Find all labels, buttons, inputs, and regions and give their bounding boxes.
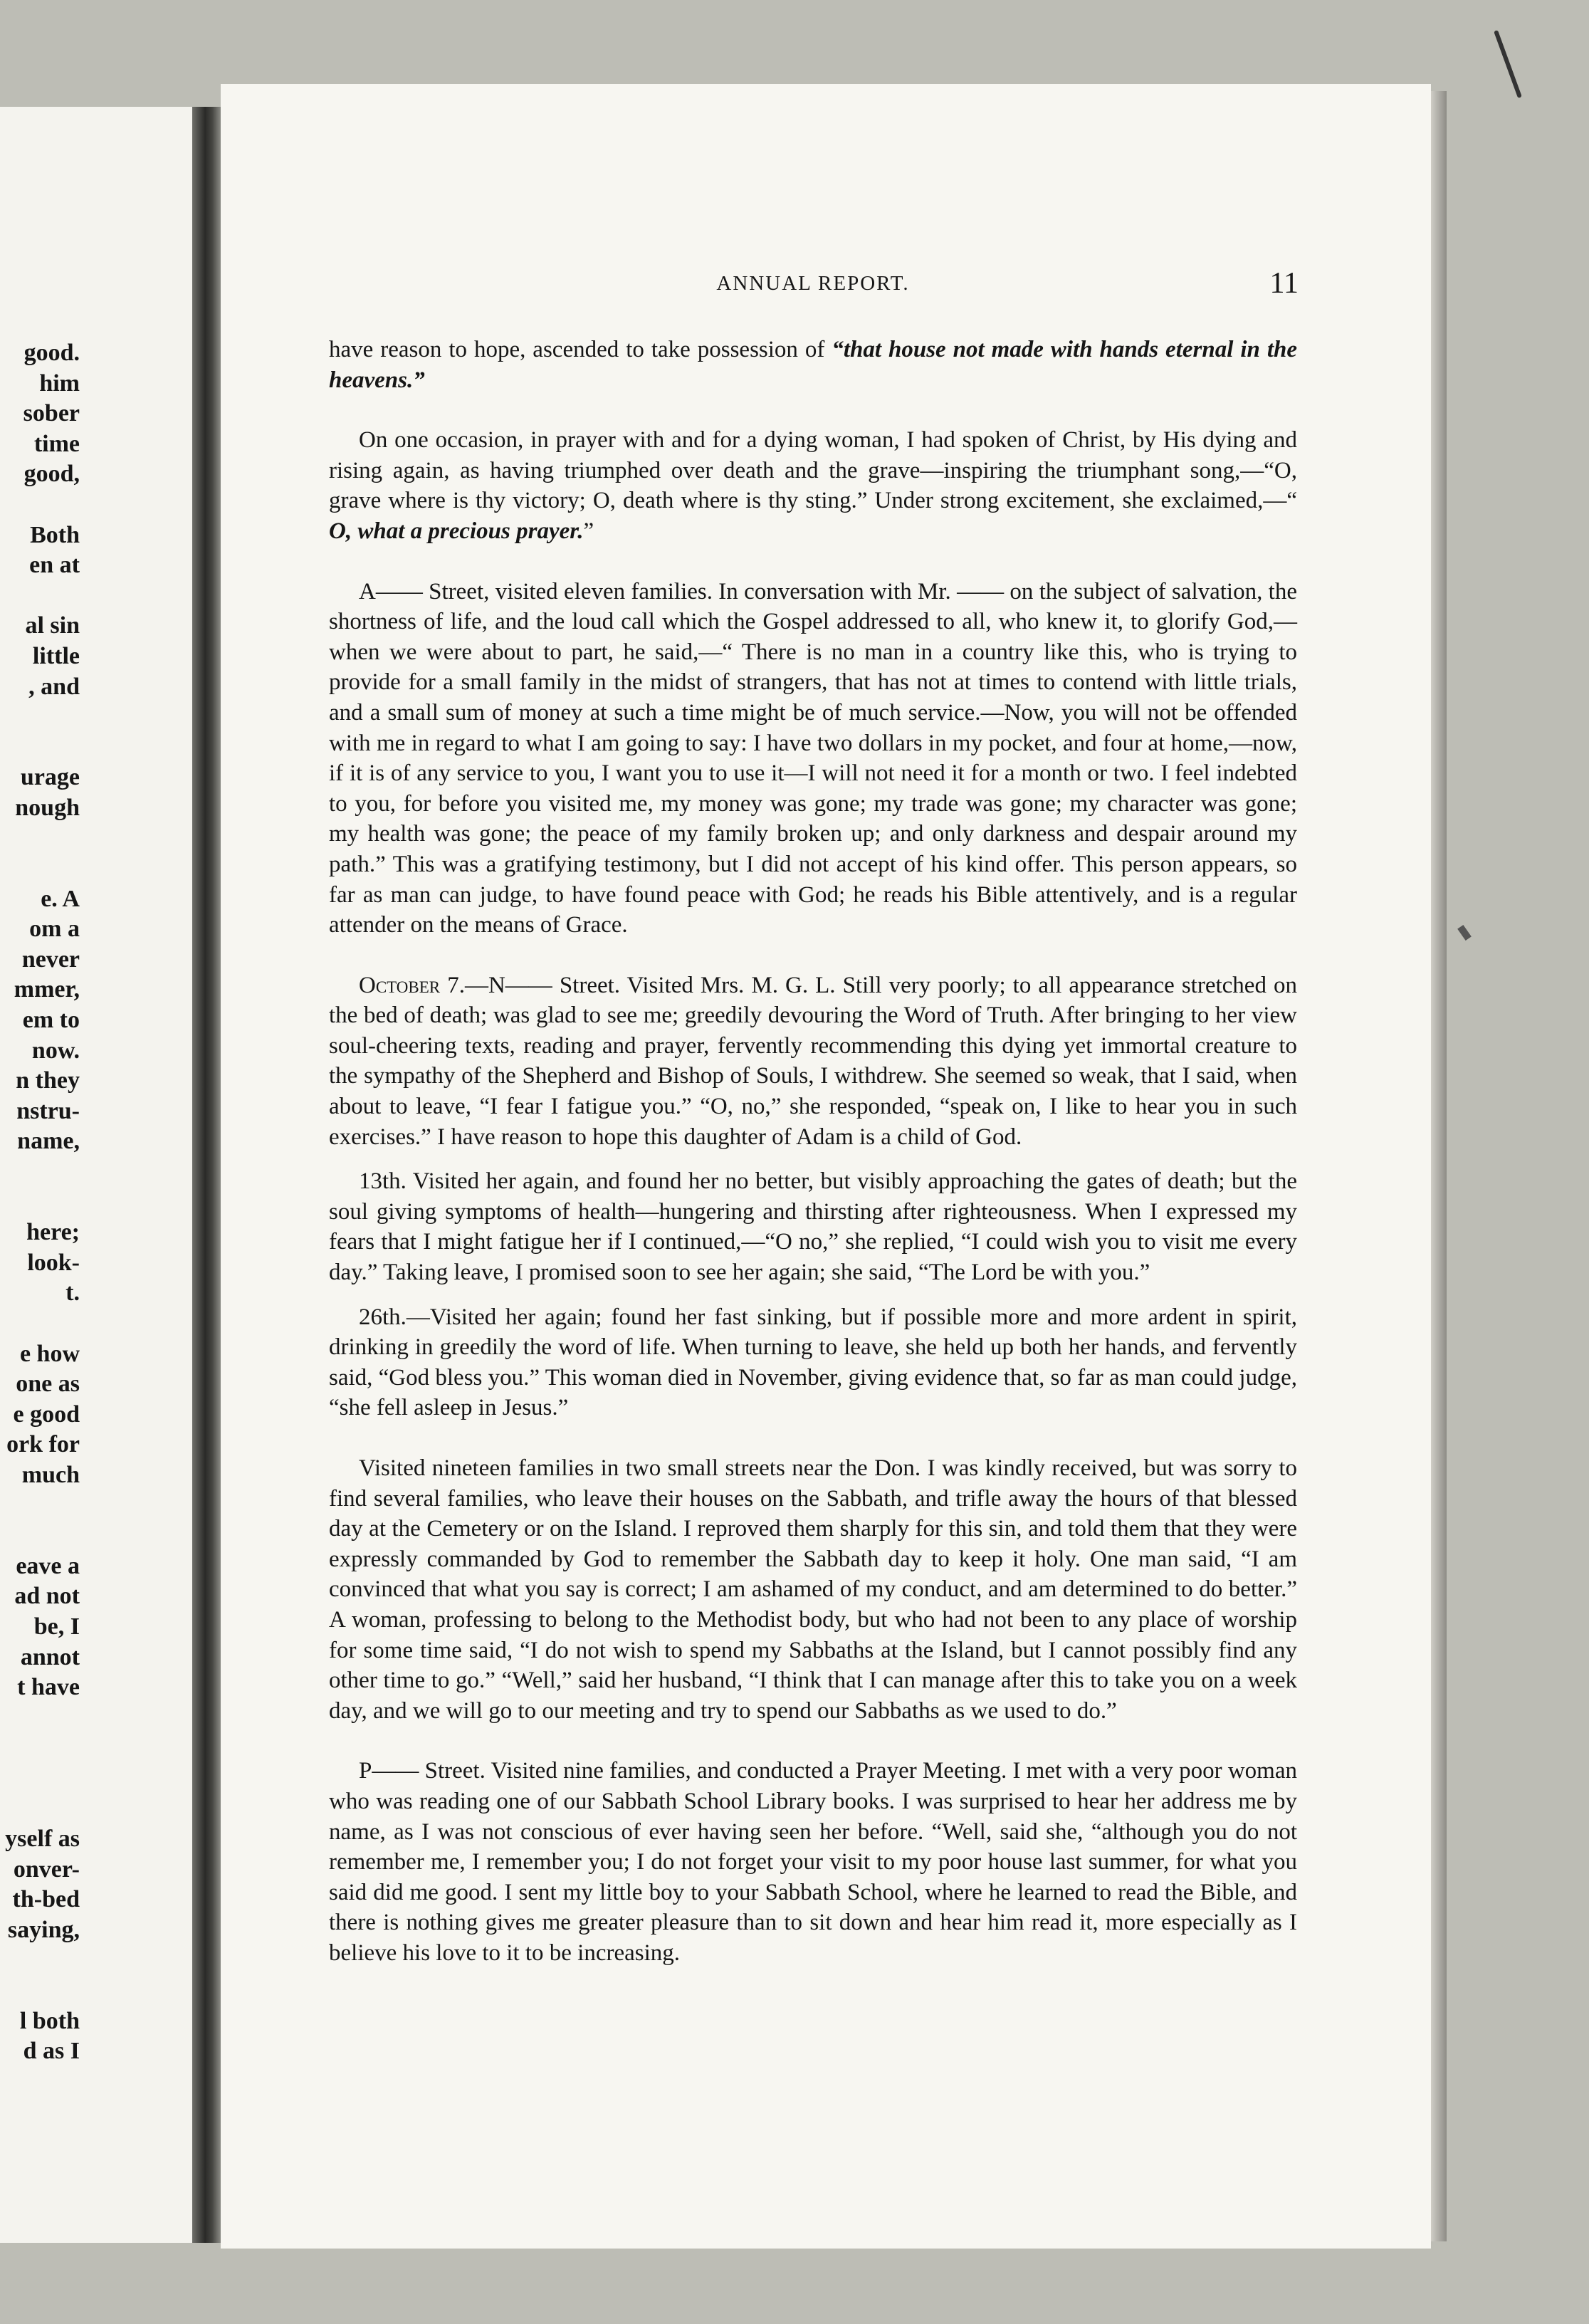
paragraph xyxy=(329,1756,1297,1968)
text-run: have reason to hope, ascended to take possession of xyxy=(329,337,832,362)
left-page-line: en at xyxy=(29,552,80,579)
left-page-line: al sin xyxy=(25,612,80,639)
left-page-line: nstru- xyxy=(16,1097,80,1124)
page-number: 11 xyxy=(1269,267,1299,300)
left-page-line: one as xyxy=(16,1371,80,1398)
left-page-line: Both xyxy=(30,521,80,548)
text-run: P—— Street. Visited nine families, and conducted a Prayer Meeting. I met with a very poor woman who was reading one of our Sabbath School Library books. I was surprised to hear her address me by name, as I was not conscious of ever having seen her before. “Well, said she, “although you do not remember me, I remember you; I do not forget your visit to my poor house last summer, for what you said did me good. I sent my little boy to your Sabbath School, where he learned to read the Bible, and there is nothing gives me greater pleasure than to sit down and hear him read it, more especially as I believe his love to it to be increasing. xyxy=(329,1758,1298,1966)
left-page-line: be, I xyxy=(33,1613,80,1640)
paragraph xyxy=(329,1453,1297,1726)
left-page-line: om a xyxy=(29,916,80,943)
line-gap xyxy=(0,824,80,854)
line-gap xyxy=(0,490,80,520)
left-page-line: now. xyxy=(31,1037,80,1064)
stray-scan-mark xyxy=(1494,30,1522,98)
left-page-line: l both xyxy=(19,2007,80,2034)
text-run: 7.—N—— Street. Visited Mrs. M. G. L. Still very poorly; to all appearance stretched on the bed of death; was glad to see me; greedily devouring the Word of Truth. After bringing to her view soul-cheering texts, reading and prayer, fervently recommending this dying yet immortal creature to the sympathy of the Shepherd and Bishop of Souls, I withdrew. She seemed so weak, that I said, when about to leave, “I fear I fatigue you.” “O, no,” she responded, “speak on, I like to hear you in such exercises.” I have reason to hope this daughter of Adam is a child of God. xyxy=(329,972,1297,1150)
line-gap xyxy=(0,1309,80,1339)
line-gap xyxy=(0,1521,80,1551)
paragraph xyxy=(329,1302,1297,1423)
left-page-text-fragments xyxy=(0,338,80,2067)
left-page-line: onver- xyxy=(13,1855,80,1883)
left-page-line: little xyxy=(32,642,80,669)
date-heading: October xyxy=(359,972,441,998)
line-gap xyxy=(0,854,80,884)
left-page-line: t have xyxy=(17,1674,80,1701)
left-page-line: saying, xyxy=(7,1916,80,1943)
paragraph xyxy=(329,577,1297,941)
left-page-line: e good xyxy=(13,1401,80,1428)
paragraph xyxy=(329,335,1297,395)
running-head: ANNUAL REPORT. xyxy=(716,272,910,295)
left-page-line: n they xyxy=(16,1067,80,1094)
left-page-line: e how xyxy=(19,1340,80,1367)
line-gap xyxy=(0,1794,80,1825)
page-header xyxy=(329,267,1299,308)
left-page-line: d as I xyxy=(23,2038,80,2065)
left-page-line: nough xyxy=(15,794,80,821)
line-gap xyxy=(0,1976,80,2006)
line-gap xyxy=(0,1733,80,1764)
facing-page-left xyxy=(0,107,192,2243)
line-gap xyxy=(0,1157,80,1188)
left-page-line: never xyxy=(21,946,80,973)
text-run: 13th. Visited her again, and found her no better, but visibly approaching the gates of death; but the soul giving symptoms of health—hungering and thirsting after righteousness. When I expressed my fears that I might fatigue her if I continued,—“O no,” she replied, “I could wish you to visit me every day.” Taking leave, I promised soon to see her again; she said, “The Lord be with you.” xyxy=(329,1168,1297,1286)
line-gap xyxy=(0,702,80,733)
left-page-line: time xyxy=(33,430,80,457)
left-page-line: eave a xyxy=(16,1552,80,1579)
body-text xyxy=(329,335,1297,1969)
left-page-line: look- xyxy=(27,1249,80,1276)
left-page-line: th-bed xyxy=(12,1886,80,1913)
italic-text: O, what a precious prayer. xyxy=(329,518,584,544)
left-page-line: mmer, xyxy=(14,976,80,1003)
left-page-line: em to xyxy=(22,1007,80,1034)
paragraph xyxy=(329,425,1297,546)
paragraph xyxy=(329,1166,1297,1287)
page-edge-shadow xyxy=(1431,91,1447,2241)
left-page-line: good. xyxy=(23,340,80,366)
margin-mark xyxy=(1457,925,1472,941)
left-page-line: , and xyxy=(28,673,80,700)
line-gap xyxy=(0,1491,80,1522)
left-page-line: yself as xyxy=(5,1826,80,1853)
line-gap xyxy=(0,1764,80,1794)
left-page-line: ad not xyxy=(14,1583,80,1610)
italic-text: “that house not made with hands eternal in the heavens.” xyxy=(329,337,1297,393)
text-run: 26th.—Visited her again; found her fast sinking, but if possible more and more ardent in spirit, drinking in greedily the word of life. When turning to leave, she held up both her hands, and fervently said, “God bless you.” This woman died in November, giving evidence that, so far as man could judge, “she fell asleep in Jesus.” xyxy=(329,1304,1297,1421)
left-page-line: ork for xyxy=(6,1431,80,1458)
line-gap xyxy=(0,1945,80,1976)
left-page-line: here; xyxy=(26,1219,80,1246)
paragraph xyxy=(329,970,1297,1153)
left-page-line: t. xyxy=(65,1279,80,1307)
text-run: ” xyxy=(583,518,594,544)
left-page-line: much xyxy=(21,1461,80,1488)
line-gap xyxy=(0,1188,80,1218)
line-gap xyxy=(0,581,80,612)
line-gap xyxy=(0,1703,80,1734)
text-run: On one occasion, in prayer with and for a dying woman, I had spoken of Christ, by His dying and rising again, as having triumphed over death and the grave—inspiring the triumphant song,—“O, grave where is thy victory; O, death where is thy sting.” Under strong excitement, she exclaimed,—“ xyxy=(329,427,1297,514)
left-page-line: sober xyxy=(23,400,80,427)
left-page-line: annot xyxy=(20,1643,80,1670)
text-run: A—— Street, visited eleven families. In conversation with Mr. —— on the subject of salvation, the shortness of life, and the loud call which the Gospel addressed to all, who knew it, to glorify God,—when we were about to part, he said,—“ There is no man in a country like this, who is trying to provide for a small family in the midst of strangers, that has not at times to contend with little trials, and a small sum of money at such a time might be of much service.—Now, you will not be offended with me in regard to what I am going to say: I have two dollars in my pocket, and four at home,—now, if it is of any service to you, I want you to use it—I will not need it for a month or two. I feel indebted to you, for before you visited me, my money was gone; my trade was gone; my character was gone; my health was gone; the peace of my family broken up; and only darkness and despair around my path.” This was a gratifying testimony, but I did not accept of his kind offer. This person appears, so far as man can judge, to have found peace with God; he reads his Bible attentively, and is a regular attender on the means of Grace. xyxy=(329,578,1297,938)
line-gap xyxy=(0,733,80,763)
left-page-line: name, xyxy=(17,1128,80,1155)
book-gutter xyxy=(192,107,221,2243)
left-page-line: urage xyxy=(20,764,80,791)
left-page-line: good, xyxy=(23,461,80,488)
text-run: Visited nineteen families in two small streets near the Don. I was kindly received, but was sorry to find several families, who leave their houses on the Sabbath, and trifle away the hours of that blessed day at the Cemetery or on the Island. I reproved them sharply for this sin, and told them that they were expressly commanded by God to remember the Sabbath day to keep it holy. One man said, “I am convinced that what you say is correct; I am ashamed of my conduct, and am determined to do better.” A woman, professing to belong to the Methodist body, but who had not been to any place of worship for some time said, “I do not wish to spend my Sabbaths at the Island, but I cannot possibly find any other time to go.” “Well,” said her husband, “I think that I can manage after this to take you on a week day, and we will go to our meeting and try to spend our Sabbaths as we used to do.” xyxy=(329,1455,1297,1724)
left-page-line: e. A xyxy=(41,885,80,912)
left-page-line: him xyxy=(39,370,80,397)
